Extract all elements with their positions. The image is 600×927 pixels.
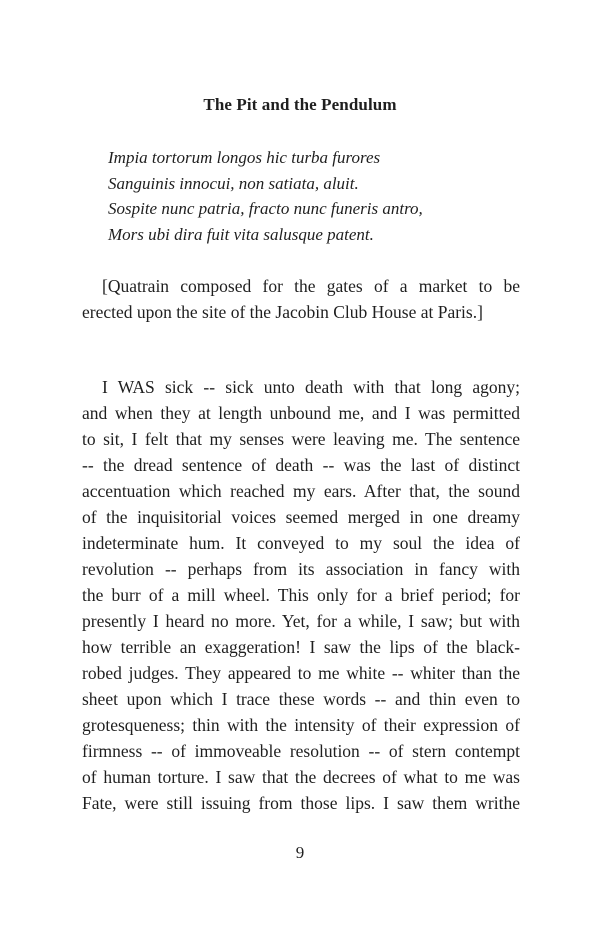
- paragraph-line: to sit, I felt that my senses were leaving me. The sentence: [82, 429, 520, 449]
- paragraph-line: I WAS sick -- sick unto death with that long agony;: [102, 377, 520, 397]
- paragraph-line: indeterminate hum. It conveyed to my soul the idea of: [82, 533, 520, 553]
- paragraph-line: firmness -- of immoveable resolution -- of stern contempt: [82, 741, 520, 761]
- epigraph-note: [82, 273, 520, 325]
- paragraph-line: presently I heard no more. Yet, for a while, I saw; but with: [82, 611, 520, 631]
- epigraph-line: Sanguinis innocui, non satiata, aluit.: [108, 173, 359, 193]
- paragraph-line: of the inquisitorial voices seemed merged in one dreamy: [82, 507, 520, 527]
- chapter-title: The Pit and the Pendulum: [203, 95, 397, 114]
- epigraph-line: Mors ubi dira fuit vita salusque patent.: [108, 224, 374, 244]
- paragraph-line: grotesqueness; thin with the intensity of their expression of: [82, 715, 520, 735]
- latin-epigraph: [108, 145, 528, 247]
- epigraph-line: Sospite nunc patria, fracto nunc funeris antro,: [108, 199, 423, 218]
- paragraph-line: the burr of a mill wheel. This only for a brief period; for: [82, 585, 520, 605]
- paragraph-line: how terrible an exaggeration! I saw the lips of the black-: [82, 637, 520, 657]
- paragraph-line: sheet upon which I trace these words -- and thin even to: [82, 689, 520, 709]
- note-line: erected upon the site of the Jacobin Club House at Paris.]: [82, 302, 483, 322]
- paragraph-line: and when they at length unbound me, and I was permitted: [82, 403, 520, 423]
- paragraph-line: robed judges. They appeared to me white -- whiter than the: [82, 663, 520, 683]
- story-paragraph: [82, 374, 520, 816]
- epigraph-line: Impia tortorum longos hic turba furores: [108, 148, 381, 167]
- paragraph-line: of human torture. I saw that the decrees of what to me was: [82, 767, 520, 787]
- paragraph-line: -- the dread sentence of death -- was the last of distinct: [82, 455, 520, 475]
- page-number: 9: [295, 843, 305, 862]
- paragraph-line: accentuation which reached my ears. After that, the sound: [82, 481, 520, 501]
- paragraph-line: revolution -- perhaps from its association in fancy with: [82, 559, 520, 579]
- note-line: [Quatrain composed for the gates of a market to be: [102, 276, 520, 296]
- paragraph-line: Fate, were still issuing from those lips. I saw them writhe: [82, 793, 520, 813]
